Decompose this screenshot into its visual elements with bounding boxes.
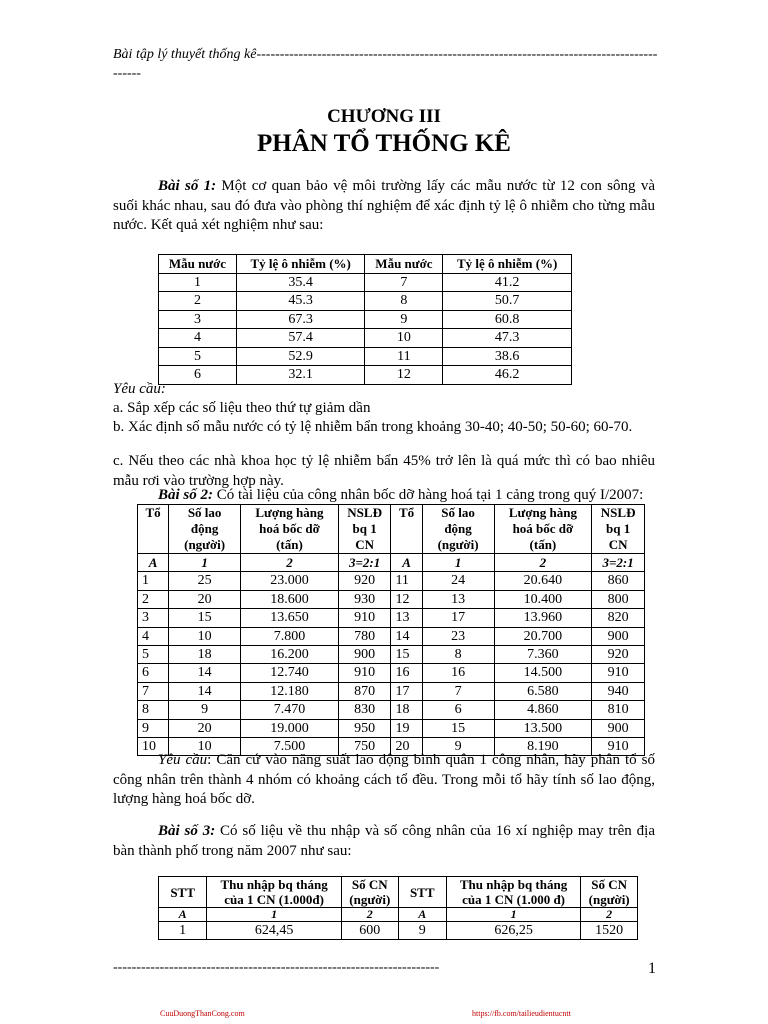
table-cell: 830: [338, 701, 391, 719]
table-row: [159, 922, 638, 940]
table-cell: 20: [169, 719, 241, 737]
table-cell: 7.470: [241, 701, 339, 719]
table-cell: 14: [169, 682, 241, 700]
table-cell: 10.400: [494, 590, 592, 608]
table-cell: 41.2: [443, 273, 572, 292]
ex2-table: [137, 504, 645, 756]
table-cell: 4.860: [494, 701, 592, 719]
index-cell: 1: [207, 908, 342, 922]
footer-rule: ----------------------------------------------------------------------: [113, 960, 440, 975]
table-cell: 8: [365, 292, 443, 311]
col-header: Tỷ lệ ô nhiễm (%): [236, 255, 365, 274]
table-cell: 626,25: [446, 922, 580, 940]
table-cell: 920: [338, 572, 391, 590]
table-cell: 10: [138, 738, 169, 756]
col-header: Thu nhập bq tháng của 1 CN (1.000đ): [207, 877, 342, 908]
table-cell: 13.500: [494, 719, 592, 737]
table-cell: 9: [365, 310, 443, 329]
table-cell: 8: [422, 646, 494, 664]
table-cell: 6: [422, 701, 494, 719]
table-cell: 3: [138, 609, 169, 627]
table-row: [138, 701, 645, 719]
table-header-row: [159, 877, 638, 908]
table-cell: 10: [365, 329, 443, 348]
table-cell: 15: [422, 719, 494, 737]
index-cell: A: [159, 908, 207, 922]
table-cell: 800: [592, 590, 645, 608]
table-cell: 10: [169, 738, 241, 756]
table-cell: 8.190: [494, 738, 592, 756]
index-cell: 2: [494, 554, 592, 572]
table-cell: 20: [391, 738, 422, 756]
table-cell: 2: [138, 590, 169, 608]
table-cell: 7.500: [241, 738, 339, 756]
ex1-req-c: c. Nếu theo các nhà khoa học tỷ lệ nhiễm bẩn 45% trở lên là quá mức thì có bao nhiêu mẫu rơi vào trường hợp này.: [113, 453, 655, 489]
table-cell: 67.3: [236, 310, 365, 329]
ex1-req-a: a. Sắp xếp các số liệu theo thứ tự giảm dần: [113, 400, 371, 416]
source-watermark-left: CuuDuongThanCong.com: [160, 1009, 245, 1018]
ex1-requirement-label: Yêu cầu:: [113, 381, 166, 397]
col-header: STT: [398, 877, 446, 908]
table-cell: 9: [138, 719, 169, 737]
table-cell: 600: [341, 922, 398, 940]
table-cell: 820: [592, 609, 645, 627]
ex1-table: [158, 254, 572, 385]
col-header: Số lao động (người): [422, 505, 494, 554]
table-index-row: [138, 554, 645, 572]
index-cell: 2: [341, 908, 398, 922]
index-cell: A: [398, 908, 446, 922]
table-cell: 12.740: [241, 664, 339, 682]
ex2-paragraph: [113, 486, 655, 506]
table-row: [138, 590, 645, 608]
table-cell: 11: [391, 572, 422, 590]
col-header: Số lao động (người): [169, 505, 241, 554]
table-row: [159, 292, 572, 311]
table-row: [138, 682, 645, 700]
table-cell: 9: [422, 738, 494, 756]
table-cell: 12: [391, 590, 422, 608]
table-cell: 860: [592, 572, 645, 590]
table-cell: 15: [391, 646, 422, 664]
ex1-label: Bài số 1:: [158, 178, 217, 194]
index-cell: 2: [241, 554, 339, 572]
table-row: [159, 310, 572, 329]
table-cell: 25: [169, 572, 241, 590]
table-cell: 18: [169, 646, 241, 664]
table-cell: 8: [138, 701, 169, 719]
chapter-number: CHƯƠNG III: [327, 106, 441, 127]
col-header: NSLĐ bq 1 CN: [338, 505, 391, 554]
table-row: [159, 273, 572, 292]
page-number: 1: [648, 960, 656, 977]
table-cell: 16: [391, 664, 422, 682]
ex2-req-label: Yêu cầu: [158, 752, 208, 768]
table-cell: 5: [138, 646, 169, 664]
ex2-req-text: : Căn cứ vào năng suất lao động bình quân 1 công nhân, hãy phân tổ số công nhân trên thành 4 nhóm có khoảng cách tổ đều. Trong mỗi tổ hãy tính số lao động, lượng hàng hoá bốc dỡ.: [113, 752, 655, 807]
index-cell: 3=2:1: [338, 554, 391, 572]
table-cell: 35.4: [236, 273, 365, 292]
ex2-text: Có tài liệu của công nhân bốc dỡ hàng hoá tại 1 cảng trong quý I/2007:: [213, 487, 644, 503]
col-header: Tổ: [391, 505, 422, 554]
table-cell: 910: [338, 609, 391, 627]
header-title: Bài tập lý thuyết thống kê: [113, 47, 257, 62]
table-cell: 23: [422, 627, 494, 645]
table-cell: 7: [365, 273, 443, 292]
table-cell: 6: [159, 366, 237, 385]
table-cell: 18.600: [241, 590, 339, 608]
table-cell: 6.580: [494, 682, 592, 700]
table-cell: 50.7: [443, 292, 572, 311]
table-cell: 900: [338, 646, 391, 664]
table-cell: 11: [365, 347, 443, 366]
table-cell: 38.6: [443, 347, 572, 366]
table-cell: 47.3: [443, 329, 572, 348]
source-watermark-right: https://fb.com/tailieudientucntt: [472, 1009, 571, 1018]
ex3-paragraph: [113, 822, 655, 861]
table-cell: 20.640: [494, 572, 592, 590]
table-cell: 19.000: [241, 719, 339, 737]
col-header: Tỷ lệ ô nhiễm (%): [443, 255, 572, 274]
table-cell: 3: [159, 310, 237, 329]
table-cell: 12.180: [241, 682, 339, 700]
table-row: [159, 347, 572, 366]
col-header: Số CN (người): [581, 877, 638, 908]
table-cell: 45.3: [236, 292, 365, 311]
ex3-text: Có số liệu về thu nhập và số công nhân của 16 xí nghiệp may trên địa bàn thành phố trong năm 2007 như sau:: [113, 823, 655, 859]
col-header: Lượng hàng hoá bốc dỡ (tấn): [494, 505, 592, 554]
table-row: [138, 627, 645, 645]
table-cell: 17: [391, 682, 422, 700]
table-header-row: [159, 255, 572, 274]
ex1-text: Một cơ quan bảo vệ môi trường lấy các mẫu nước từ 12 con sông và suối khác nhau, sau đó đưa vào phòng thí nghiệm để xác định tỷ lệ ô nhiễm cho từng mẫu nước. Kết quả xét nghiệm như sau:: [113, 178, 655, 233]
ex1-table-body: [159, 273, 572, 384]
col-header: NSLĐ bq 1 CN: [592, 505, 645, 554]
table-index-row: [159, 908, 638, 922]
table-cell: 920: [592, 646, 645, 664]
col-header: Lượng hàng hoá bốc dỡ (tấn): [241, 505, 339, 554]
table-cell: 9: [398, 922, 446, 940]
table-cell: 7.800: [241, 627, 339, 645]
index-cell: 3=2:1: [592, 554, 645, 572]
col-header: Số CN (người): [341, 877, 398, 908]
table-cell: 5: [159, 347, 237, 366]
table-row: [138, 609, 645, 627]
ex3-table: [158, 876, 638, 940]
table-cell: 930: [338, 590, 391, 608]
table-cell: 810: [592, 701, 645, 719]
table-cell: 60.8: [443, 310, 572, 329]
col-header: Thu nhập bq tháng của 1 CN (1.000 đ): [446, 877, 580, 908]
table-cell: 23.000: [241, 572, 339, 590]
table-cell: 1520: [581, 922, 638, 940]
table-cell: 16.200: [241, 646, 339, 664]
table-cell: 13.650: [241, 609, 339, 627]
col-header: Mẫu nước: [159, 255, 237, 274]
table-row: [138, 572, 645, 590]
table-cell: 624,45: [207, 922, 342, 940]
table-cell: 14.500: [494, 664, 592, 682]
ex1-req-b: b. Xác định số mẫu nước có tỷ lệ nhiễm bẩn trong khoảng 30-40; 40-50; 50-60; 60-70.: [113, 419, 633, 435]
table-cell: 910: [338, 664, 391, 682]
index-cell: 1: [422, 554, 494, 572]
col-header: Tổ: [138, 505, 169, 554]
table-cell: 7.360: [494, 646, 592, 664]
table-cell: 900: [592, 627, 645, 645]
table-cell: 46.2: [443, 366, 572, 385]
table-cell: 20.700: [494, 627, 592, 645]
table-cell: 7: [422, 682, 494, 700]
table-cell: 19: [391, 719, 422, 737]
table-cell: 16: [422, 664, 494, 682]
table-cell: 13: [422, 590, 494, 608]
ex2-label: Bài số 2:: [158, 487, 214, 503]
table-cell: 1: [138, 572, 169, 590]
table-cell: 14: [391, 627, 422, 645]
table-cell: 950: [338, 719, 391, 737]
table-cell: 2: [159, 292, 237, 311]
index-cell: A: [391, 554, 422, 572]
table-cell: 870: [338, 682, 391, 700]
table-cell: 18: [391, 701, 422, 719]
ex2-table-body: [138, 572, 645, 756]
index-cell: A: [138, 554, 169, 572]
table-cell: 24: [422, 572, 494, 590]
table-cell: 57.4: [236, 329, 365, 348]
table-cell: 14: [169, 664, 241, 682]
table-row: [138, 646, 645, 664]
table-cell: 6: [138, 664, 169, 682]
ex3-table-body: [159, 922, 638, 940]
col-header: Mẫu nước: [365, 255, 443, 274]
table-cell: 4: [138, 627, 169, 645]
index-cell: 1: [169, 554, 241, 572]
table-cell: 10: [169, 627, 241, 645]
table-cell: 13.960: [494, 609, 592, 627]
table-cell: 750: [338, 738, 391, 756]
table-cell: 20: [169, 590, 241, 608]
header-rule: --------------------------------------------------------------------------------------------: [113, 47, 658, 81]
table-cell: 1: [159, 273, 237, 292]
ex1-paragraph: [113, 177, 655, 236]
table-header-row: [138, 505, 645, 554]
table-cell: 940: [592, 682, 645, 700]
table-cell: 17: [422, 609, 494, 627]
table-cell: 12: [365, 366, 443, 385]
table-cell: 9: [169, 701, 241, 719]
table-row: [138, 719, 645, 737]
index-cell: 1: [446, 908, 580, 922]
table-cell: 13: [391, 609, 422, 627]
ex3-label: Bài số 3:: [158, 823, 216, 839]
table-cell: 900: [592, 719, 645, 737]
table-row: [138, 664, 645, 682]
table-cell: 32.1: [236, 366, 365, 385]
running-header: [113, 45, 658, 83]
table-cell: 780: [338, 627, 391, 645]
col-header: STT: [159, 877, 207, 908]
index-cell: 2: [581, 908, 638, 922]
ex2-requirement: [113, 751, 655, 810]
table-cell: 1: [159, 922, 207, 940]
table-cell: 910: [592, 664, 645, 682]
table-cell: 15: [169, 609, 241, 627]
table-row: [159, 329, 572, 348]
table-cell: 910: [592, 738, 645, 756]
table-cell: 4: [159, 329, 237, 348]
table-cell: 52.9: [236, 347, 365, 366]
table-cell: 7: [138, 682, 169, 700]
chapter-title: PHÂN TỔ THỐNG KÊ: [257, 130, 511, 157]
